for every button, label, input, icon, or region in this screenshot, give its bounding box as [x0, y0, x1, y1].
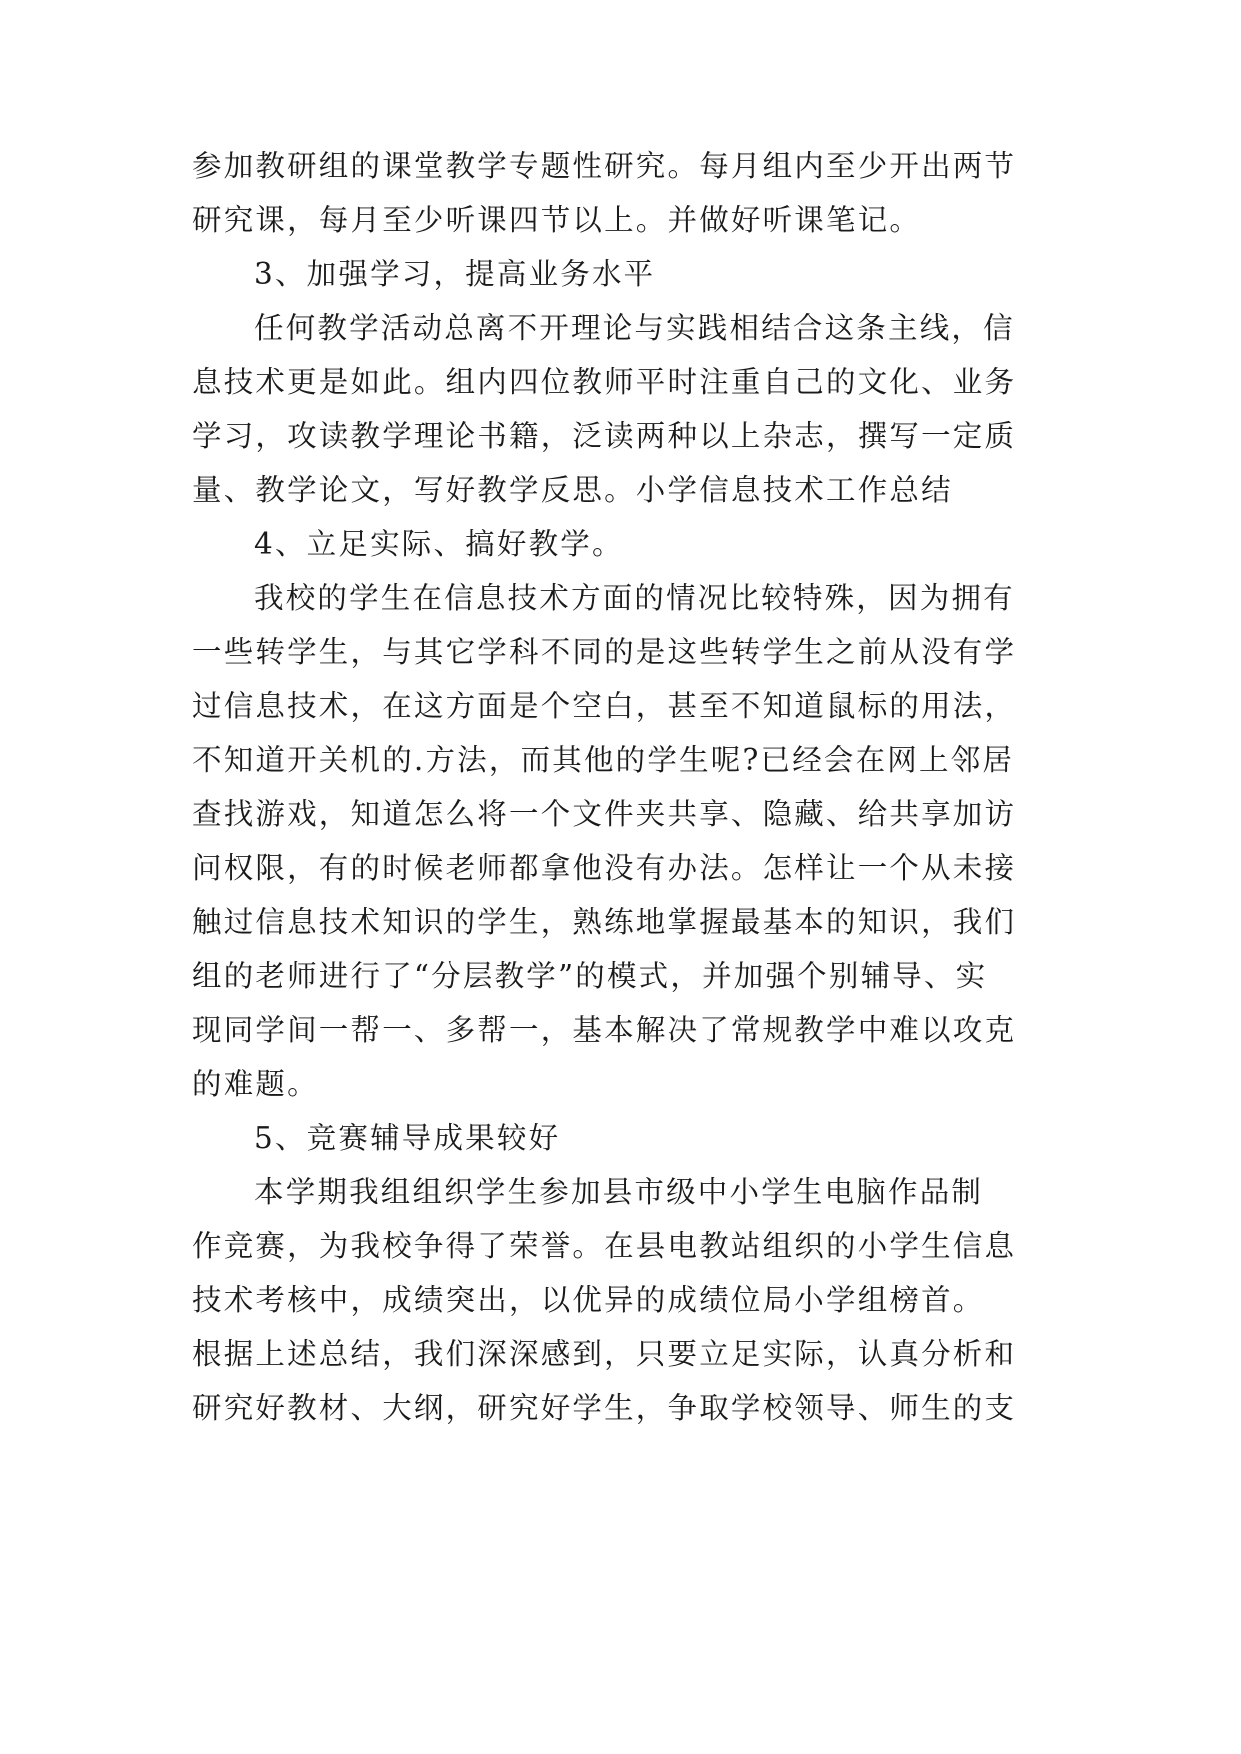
section-heading-5: 5、竞赛辅导成果较好 [254, 1121, 561, 1155]
body-line-20: 本学期我组组织学生参加县市级中小学生电脑作品制 [254, 1175, 984, 1209]
section-heading-3: 3、加强学习，提高业务水平 [254, 257, 656, 291]
body-line-12: 不知道开关机的.方法，而其他的学生呢?已经会在网上邻居 [192, 743, 1015, 777]
body-line-24: 研究好教材、大纲，研究好学生，争取学校领导、师生的支 [192, 1391, 1017, 1425]
section-heading-4: 4、立足实际、搞好教学。 [254, 527, 624, 561]
body-line-16: 组的老师进行了“分层教学”的模式，并加强个别辅导、实 [192, 959, 988, 993]
body-line-14: 问权限，有的时候老师都拿他没有办法。怎样让一个从未接 [192, 851, 1017, 885]
body-line-15: 触过信息技术知识的学生，熟练地掌握最基本的知识，我们 [192, 905, 1017, 939]
body-line-2: 研究课，每月至少听课四节以上。并做好听课笔记。 [192, 203, 922, 237]
body-line-7: 量、教学论文，写好教学反思。小学信息技术工作总结 [192, 473, 953, 507]
body-line-10: 一些转学生，与其它学科不同的是这些转学生之前从没有学 [192, 635, 1017, 669]
body-line-5: 息技术更是如此。组内四位教师平时注重自己的文化、业务 [192, 365, 1017, 399]
body-line-13: 查找游戏，知道怎么将一个文件夹共享、隐藏、给共享加访 [192, 797, 1017, 831]
body-line-23: 根据上述总结，我们深深感到，只要立足实际，认真分析和 [192, 1337, 1017, 1371]
body-line-11: 过信息技术，在这方面是个空白，甚至不知道鼠标的用法， [192, 689, 1017, 723]
body-line-17: 现同学间一帮一、多帮一，基本解决了常规教学中难以攻克 [192, 1013, 1017, 1047]
body-line-21: 作竞赛，为我校争得了荣誉。在县电教站组织的小学生信息 [192, 1229, 1017, 1263]
body-line-1: 参加教研组的课堂教学专题性研究。每月组内至少开出两节 [192, 149, 1017, 183]
body-line-18: 的难题。 [192, 1067, 319, 1101]
body-line-9: 我校的学生在信息技术方面的情况比较特殊，因为拥有 [254, 581, 1015, 615]
body-line-22: 技术考核中，成绩突出，以优异的成绩位局小学组榜首。 [192, 1283, 985, 1317]
body-line-6: 学习，攻读教学理论书籍，泛读两种以上杂志，撰写一定质 [192, 419, 1017, 453]
body-line-4: 任何教学活动总离不开理论与实践相结合这条主线，信 [254, 311, 1015, 345]
